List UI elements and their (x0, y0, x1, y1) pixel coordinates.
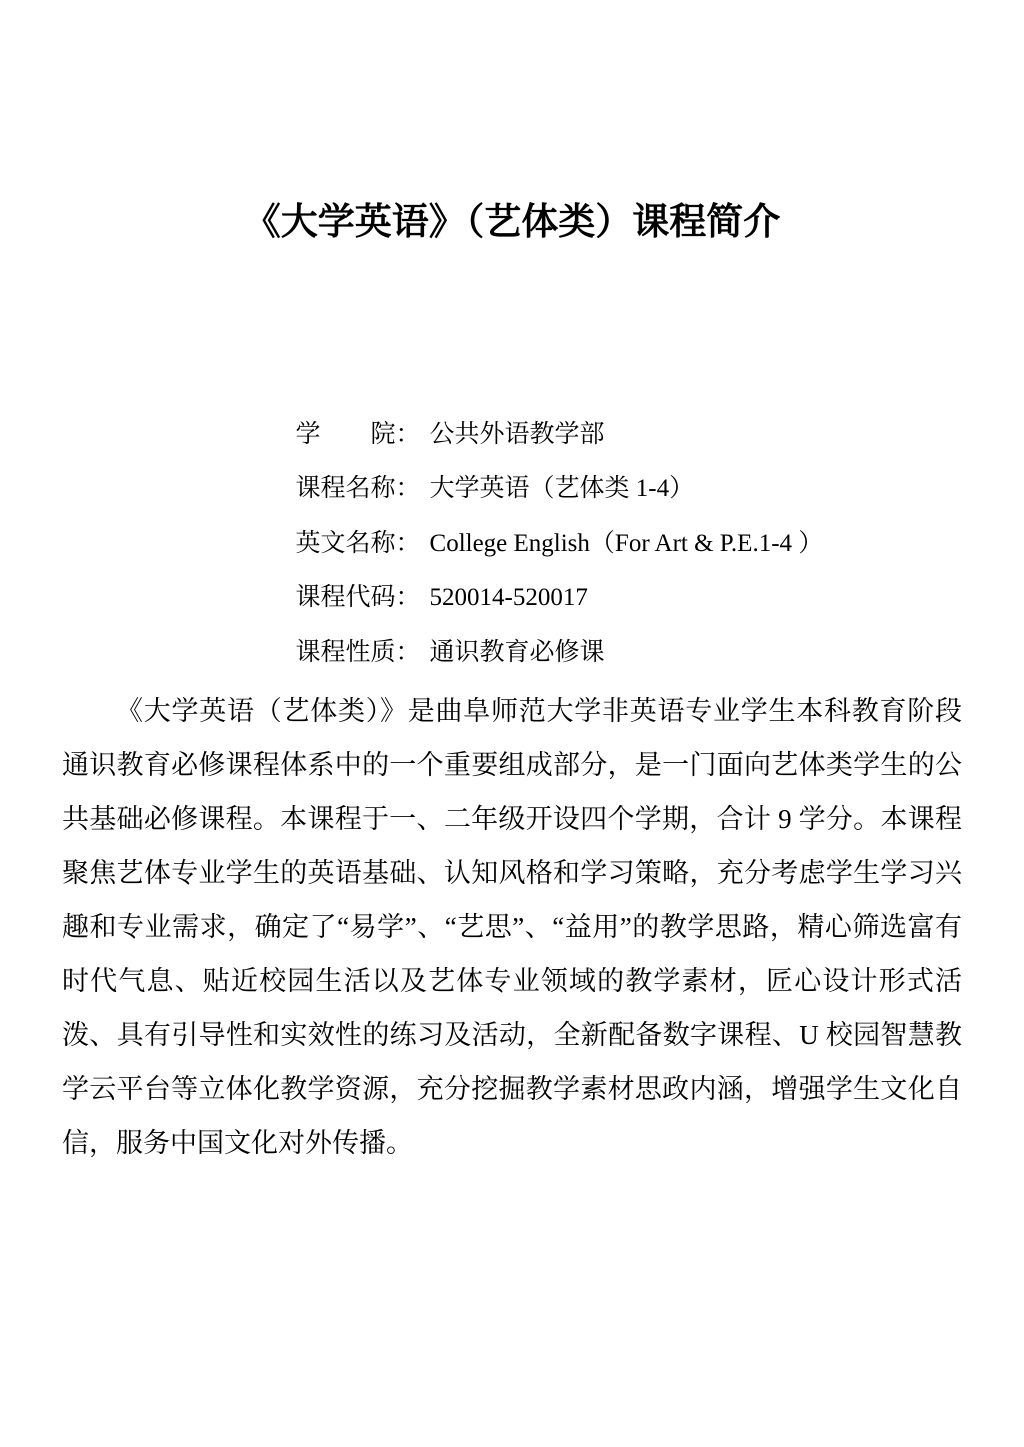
field-label-college: 学 院： (295, 420, 421, 448)
course-info-block (258, 353, 1024, 666)
field-value-course-code: 520014-520017 (429, 584, 588, 611)
course-description-paragraph: 《大学英语（艺体类）》是曲阜师范大学非英语专业学生本科教育阶段通识教育必修课程体系中的一个重要组成部分，是一门面向艺体类学生的公共基础必修课程。本课程于一、二年级开设四个学期，合计 9 学分。本课程聚焦艺体专业学生的英语基础、认知风格和学习策略，充分考虑学生学习兴趣和专业需求，确定了“易学”、“艺思”、“益用”的教学思路，精心筛选富有时代气息、贴近校园生活以及艺体专业领域的教学素材，匠心设计形式活泼、具有引导性和实效性的练习及活动，全新配备数字课程、U 校园智慧教学云平台等立体化教学资源，充分挖掘教学素材思政内涵，增强学生文化自信，服务中国文化对外传播。 (62, 695, 962, 1158)
info-field-college (258, 353, 1024, 448)
field-label-course-code: 课程代码： (295, 584, 421, 611)
field-value-english-name: College English（For Art & P.E.1-4 ） (429, 529, 824, 557)
field-label-course-type: 课程性质： (295, 638, 421, 666)
field-label-english-name: 英文名称： (295, 529, 421, 557)
field-label-course-name: 课程名称： (295, 475, 421, 502)
page-title: 《大学英语》（艺体类）课程简介 (243, 200, 781, 243)
field-value-course-name: 大学英语（艺体类 1-4） (429, 475, 695, 502)
field-value-college: 公共外语教学部 (429, 420, 605, 448)
field-value-course-type: 通识教育必修课 (429, 638, 605, 666)
